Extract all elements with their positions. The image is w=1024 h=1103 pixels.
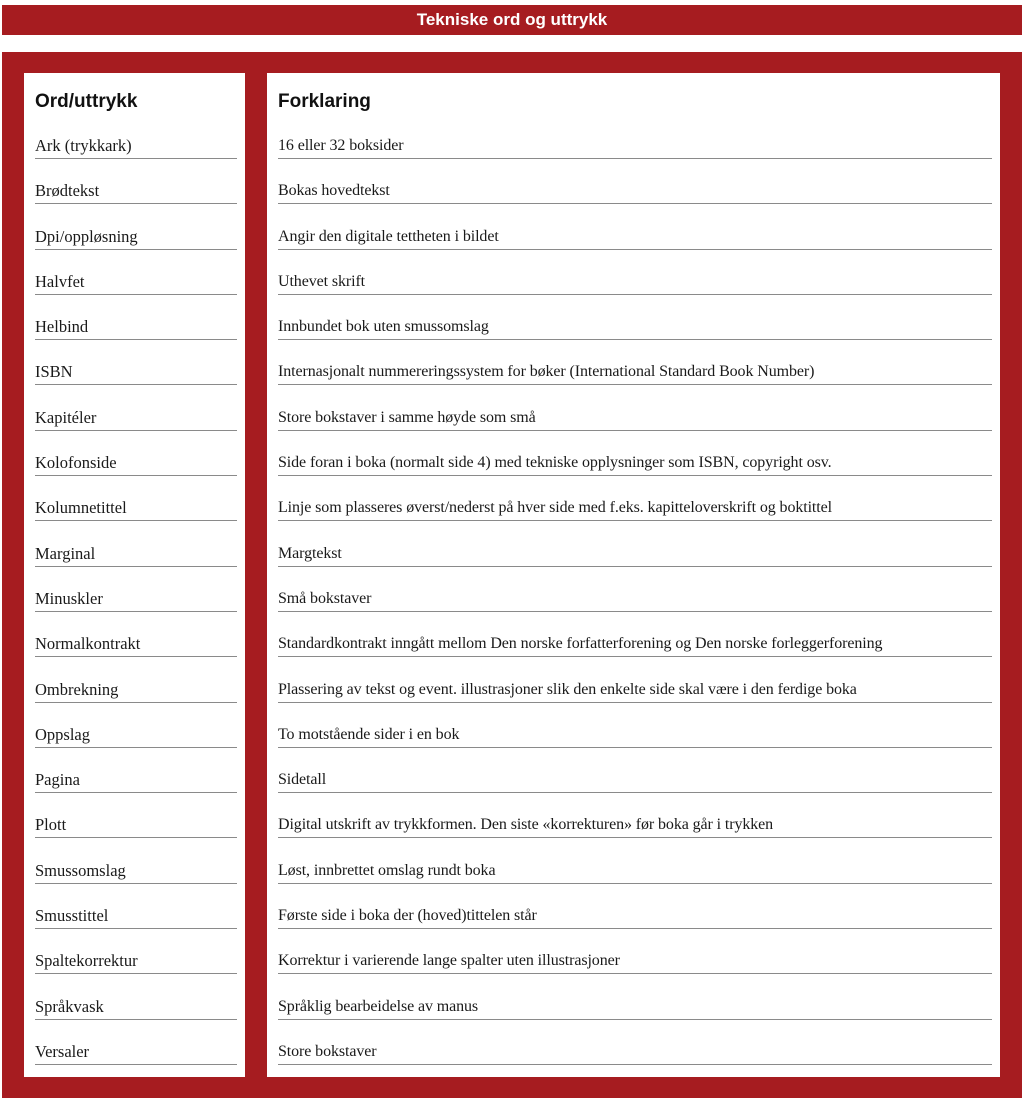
explanation-row xyxy=(278,272,992,317)
term-row xyxy=(35,589,237,634)
term-row xyxy=(35,997,237,1042)
term-row xyxy=(35,544,237,589)
explanation-row xyxy=(278,227,992,272)
term-row xyxy=(35,362,237,407)
explanation-row xyxy=(278,1042,992,1087)
explanation-cell: Plassering av tekst og event. illustrasjoner slik den enkelte side skal være i den ferdige boka xyxy=(278,680,992,703)
term-cell: Helbind xyxy=(35,317,237,340)
explanation-row xyxy=(278,906,992,951)
term-cell: Brødtekst xyxy=(35,181,237,204)
term-cell: Halvfet xyxy=(35,272,237,295)
term-list xyxy=(35,136,237,1087)
explanation-cell: Bokas hovedtekst xyxy=(278,181,992,204)
term-row xyxy=(35,453,237,498)
explanation-row xyxy=(278,498,992,543)
explanation-row xyxy=(278,453,992,498)
explanation-cell: Margtekst xyxy=(278,544,992,567)
explanation-row xyxy=(278,725,992,770)
explanation-row xyxy=(278,951,992,996)
term-column xyxy=(24,73,245,1077)
explanation-cell: Uthevet skrift xyxy=(278,272,992,295)
term-cell: Pagina xyxy=(35,770,237,793)
explanation-cell: Internasjonalt nummereringssystem for bøker (International Standard Book Number) xyxy=(278,362,992,385)
explanation-row xyxy=(278,317,992,362)
term-row xyxy=(35,272,237,317)
explanation-cell: Språklig bearbeidelse av manus xyxy=(278,997,992,1020)
explanation-column-header: Forklaring xyxy=(278,91,371,112)
term-cell: Smusstittel xyxy=(35,906,237,929)
term-row xyxy=(35,634,237,679)
term-row xyxy=(35,861,237,906)
term-row xyxy=(35,906,237,951)
explanation-row xyxy=(278,680,992,725)
explanation-cell: 16 eller 32 boksider xyxy=(278,136,992,159)
explanation-cell: Digital utskrift av trykkformen. Den siste «korrekturen» før boka går i trykken xyxy=(278,815,992,838)
page-title-banner: Tekniske ord og uttrykk xyxy=(2,5,1022,35)
term-row xyxy=(35,498,237,543)
term-row xyxy=(35,181,237,226)
term-row xyxy=(35,951,237,996)
explanation-cell: To motstående sider i en bok xyxy=(278,725,992,748)
term-row xyxy=(35,815,237,860)
explanation-row xyxy=(278,181,992,226)
term-row xyxy=(35,770,237,815)
term-cell: Dpi/oppløsning xyxy=(35,227,237,250)
explanation-row xyxy=(278,815,992,860)
term-cell: Kapitéler xyxy=(35,408,237,431)
explanation-cell: Standardkontrakt inngått mellom Den norske forfatterforening og Den norske forleggerforening xyxy=(278,634,992,657)
term-cell: Plott xyxy=(35,815,237,838)
term-cell: Språkvask xyxy=(35,997,237,1020)
explanation-cell: Sidetall xyxy=(278,770,992,793)
explanation-cell: Angir den digitale tettheten i bildet xyxy=(278,227,992,250)
term-row xyxy=(35,317,237,362)
explanation-row xyxy=(278,544,992,589)
term-cell: Ombrekning xyxy=(35,680,237,703)
term-cell: Minuskler xyxy=(35,589,237,612)
explanation-cell: Korrektur i varierende lange spalter uten illustrasjoner xyxy=(278,951,992,974)
term-row xyxy=(35,227,237,272)
term-cell: Oppslag xyxy=(35,725,237,748)
term-cell: Versaler xyxy=(35,1042,237,1065)
explanation-row xyxy=(278,408,992,453)
term-cell: Ark (trykkark) xyxy=(35,136,237,159)
term-cell: Smussomslag xyxy=(35,861,237,884)
explanation-cell: Side foran i boka (normalt side 4) med tekniske opplysninger som ISBN, copyright osv. xyxy=(278,453,992,476)
term-column-header: Ord/uttrykk xyxy=(35,91,138,112)
explanation-cell: Store bokstaver xyxy=(278,1042,992,1065)
explanation-cell: Første side i boka der (hoved)tittelen står xyxy=(278,906,992,929)
term-cell: Kolumnetittel xyxy=(35,498,237,521)
explanation-row xyxy=(278,362,992,407)
term-row xyxy=(35,725,237,770)
term-row xyxy=(35,1042,237,1087)
explanation-row xyxy=(278,861,992,906)
explanation-row xyxy=(278,634,992,679)
term-row xyxy=(35,136,237,181)
term-cell: Marginal xyxy=(35,544,237,567)
explanation-cell: Store bokstaver i samme høyde som små xyxy=(278,408,992,431)
explanation-cell: Små bokstaver xyxy=(278,589,992,612)
term-cell: Kolofonside xyxy=(35,453,237,476)
explanation-row xyxy=(278,136,992,181)
explanation-list xyxy=(278,136,992,1087)
explanation-cell: Innbundet bok uten smussomslag xyxy=(278,317,992,340)
term-cell: Spaltekorrektur xyxy=(35,951,237,974)
term-cell: Normalkontrakt xyxy=(35,634,237,657)
explanation-row xyxy=(278,770,992,815)
explanation-column xyxy=(267,73,1000,1077)
term-row xyxy=(35,408,237,453)
explanation-cell: Linje som plasseres øverst/nederst på hver side med f.eks. kapitteloverskrift og boktittel xyxy=(278,498,992,521)
term-cell: ISBN xyxy=(35,362,237,385)
explanation-row xyxy=(278,589,992,634)
explanation-row xyxy=(278,997,992,1042)
explanation-cell: Løst, innbrettet omslag rundt boka xyxy=(278,861,992,884)
term-row xyxy=(35,680,237,725)
